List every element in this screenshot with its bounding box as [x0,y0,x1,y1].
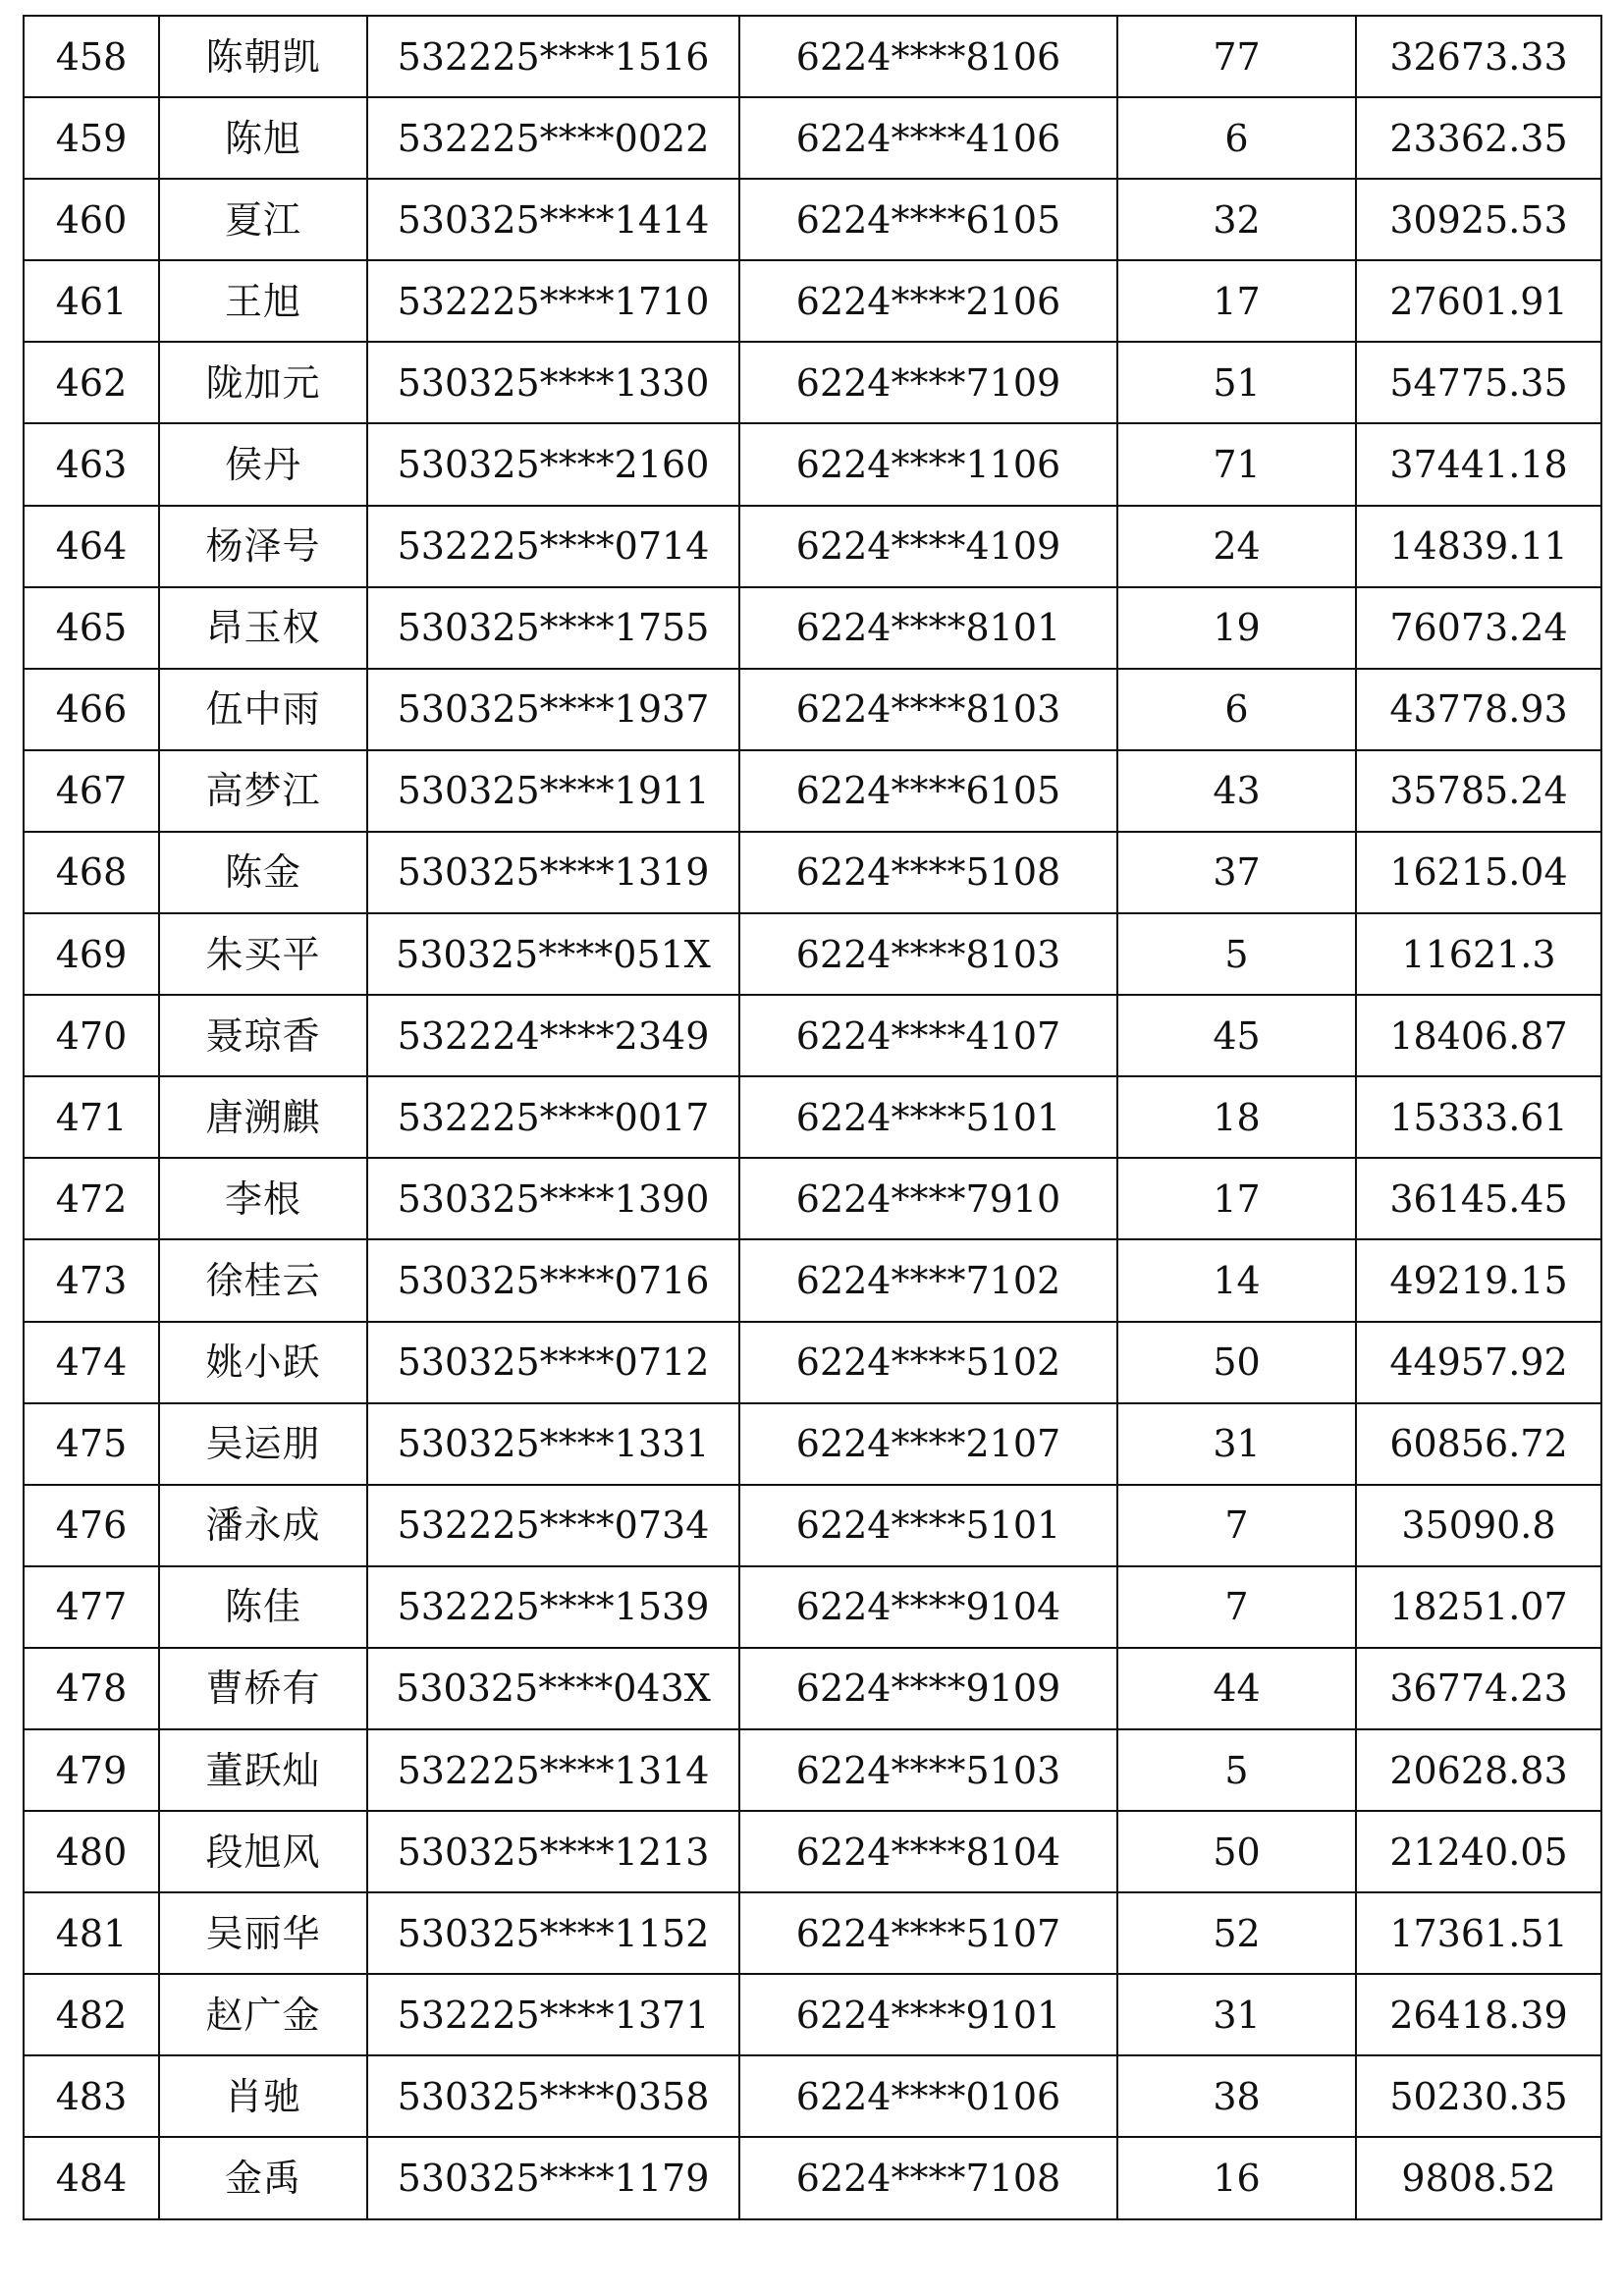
amount-cell: 9808.52 [1356,2137,1601,2218]
row-number-cell: 479 [24,1729,159,1811]
table-row [24,179,1601,260]
count-cell: 77 [1117,16,1356,97]
amount-cell: 26418.39 [1356,1974,1601,2055]
id-number-cell: 530325****1755 [367,587,739,669]
table-row [24,1076,1601,1158]
table-row [24,750,1601,832]
name-cell: 高梦江 [159,750,367,832]
account-number-cell: 6224****9109 [739,1648,1117,1729]
amount-cell: 37441.18 [1356,423,1601,505]
amount-cell: 18406.87 [1356,995,1601,1076]
account-number-cell: 6224****5102 [739,1322,1117,1403]
table-row [24,2055,1601,2137]
table-row [24,342,1601,423]
table-body [24,16,1601,2219]
id-number-cell: 530325****2160 [367,423,739,505]
id-number-cell: 530325****1330 [367,342,739,423]
account-number-cell: 6224****8104 [739,1811,1117,1892]
name-cell: 赵广金 [159,1974,367,2055]
count-cell: 50 [1117,1322,1356,1403]
id-number-cell: 530325****1390 [367,1158,739,1239]
id-number-cell: 532225****1516 [367,16,739,97]
id-number-cell: 530325****1152 [367,1892,739,1974]
id-number-cell: 532225****0017 [367,1076,739,1158]
account-number-cell: 6224****8103 [739,669,1117,750]
table-row [24,1485,1601,1566]
table-row [24,1239,1601,1321]
account-number-cell: 6224****7108 [739,2137,1117,2218]
name-cell: 董跃灿 [159,1729,367,1811]
account-number-cell: 6224****1106 [739,423,1117,505]
name-cell: 昂玉权 [159,587,367,669]
account-number-cell: 6224****7910 [739,1158,1117,1239]
amount-cell: 49219.15 [1356,1239,1601,1321]
account-number-cell: 6224****5101 [739,1485,1117,1566]
name-cell: 侯丹 [159,423,367,505]
row-number-cell: 474 [24,1322,159,1403]
name-cell: 聂琼香 [159,995,367,1076]
account-number-cell: 6224****6105 [739,750,1117,832]
account-number-cell: 6224****5103 [739,1729,1117,1811]
amount-cell: 76073.24 [1356,587,1601,669]
row-number-cell: 472 [24,1158,159,1239]
name-cell: 姚小跃 [159,1322,367,1403]
row-number-cell: 481 [24,1892,159,1974]
name-cell: 吴丽华 [159,1892,367,1974]
name-cell: 伍中雨 [159,669,367,750]
id-number-cell: 530325****051X [367,913,739,995]
row-number-cell: 467 [24,750,159,832]
count-cell: 17 [1117,260,1356,342]
id-number-cell: 530325****1414 [367,179,739,260]
row-number-cell: 462 [24,342,159,423]
account-number-cell: 6224****2107 [739,1403,1117,1485]
table-row [24,1729,1601,1811]
amount-cell: 43778.93 [1356,669,1601,750]
name-cell: 陈金 [159,832,367,913]
amount-cell: 20628.83 [1356,1729,1601,1811]
name-cell: 朱买平 [159,913,367,995]
account-number-cell: 6224****8101 [739,587,1117,669]
data-table [23,15,1602,2220]
amount-cell: 18251.07 [1356,1566,1601,1648]
count-cell: 31 [1117,1403,1356,1485]
table-row [24,1403,1601,1485]
id-number-cell: 532225****1710 [367,260,739,342]
table-row [24,506,1601,587]
table-row [24,423,1601,505]
count-cell: 71 [1117,423,1356,505]
table-row [24,1566,1601,1648]
count-cell: 38 [1117,2055,1356,2137]
row-number-cell: 475 [24,1403,159,1485]
amount-cell: 17361.51 [1356,1892,1601,1974]
count-cell: 16 [1117,2137,1356,2218]
row-number-cell: 470 [24,995,159,1076]
name-cell: 段旭风 [159,1811,367,1892]
count-cell: 44 [1117,1648,1356,1729]
account-number-cell: 6224****8106 [739,16,1117,97]
amount-cell: 27601.91 [1356,260,1601,342]
count-cell: 7 [1117,1566,1356,1648]
name-cell: 陈佳 [159,1566,367,1648]
count-cell: 32 [1117,179,1356,260]
id-number-cell: 530325****1911 [367,750,739,832]
count-cell: 24 [1117,506,1356,587]
row-number-cell: 469 [24,913,159,995]
id-number-cell: 530325****1179 [367,2137,739,2218]
row-number-cell: 476 [24,1485,159,1566]
table-row [24,913,1601,995]
amount-cell: 36145.45 [1356,1158,1601,1239]
row-number-cell: 461 [24,260,159,342]
count-cell: 50 [1117,1811,1356,1892]
amount-cell: 35090.8 [1356,1485,1601,1566]
id-number-cell: 530325****043X [367,1648,739,1729]
amount-cell: 16215.04 [1356,832,1601,913]
name-cell: 李根 [159,1158,367,1239]
row-number-cell: 458 [24,16,159,97]
table-row [24,260,1601,342]
amount-cell: 23362.35 [1356,97,1601,179]
row-number-cell: 466 [24,669,159,750]
count-cell: 7 [1117,1485,1356,1566]
row-number-cell: 480 [24,1811,159,1892]
account-number-cell: 6224****5101 [739,1076,1117,1158]
id-number-cell: 532225****1314 [367,1729,739,1811]
table-row [24,97,1601,179]
count-cell: 43 [1117,750,1356,832]
row-number-cell: 465 [24,587,159,669]
table-row [24,1322,1601,1403]
row-number-cell: 482 [24,1974,159,2055]
table-row [24,1974,1601,2055]
table-row [24,1158,1601,1239]
table-row [24,1811,1601,1892]
count-cell: 14 [1117,1239,1356,1321]
count-cell: 52 [1117,1892,1356,1974]
table-row [24,1892,1601,1974]
amount-cell: 15333.61 [1356,1076,1601,1158]
row-number-cell: 460 [24,179,159,260]
table-row [24,2137,1601,2218]
name-cell: 唐溯麒 [159,1076,367,1158]
amount-cell: 54775.35 [1356,342,1601,423]
name-cell: 夏江 [159,179,367,260]
account-number-cell: 6224****4109 [739,506,1117,587]
count-cell: 37 [1117,832,1356,913]
name-cell: 曹桥有 [159,1648,367,1729]
account-number-cell: 6224****7109 [739,342,1117,423]
account-number-cell: 6224****4106 [739,97,1117,179]
count-cell: 18 [1117,1076,1356,1158]
account-number-cell: 6224****0106 [739,2055,1117,2137]
row-number-cell: 477 [24,1566,159,1648]
account-number-cell: 6224****6105 [739,179,1117,260]
name-cell: 吴运朋 [159,1403,367,1485]
name-cell: 杨泽号 [159,506,367,587]
table-row [24,1648,1601,1729]
table-row [24,587,1601,669]
id-number-cell: 532225****0022 [367,97,739,179]
row-number-cell: 484 [24,2137,159,2218]
id-number-cell: 530325****1937 [367,669,739,750]
id-number-cell: 530325****1213 [367,1811,739,1892]
name-cell: 陈朝凯 [159,16,367,97]
id-number-cell: 530325****0716 [367,1239,739,1321]
amount-cell: 30925.53 [1356,179,1601,260]
name-cell: 陈旭 [159,97,367,179]
row-number-cell: 463 [24,423,159,505]
amount-cell: 21240.05 [1356,1811,1601,1892]
amount-cell: 14839.11 [1356,506,1601,587]
id-number-cell: 530325****0358 [367,2055,739,2137]
id-number-cell: 532225****1371 [367,1974,739,2055]
count-cell: 5 [1117,913,1356,995]
amount-cell: 36774.23 [1356,1648,1601,1729]
account-number-cell: 6224****4107 [739,995,1117,1076]
amount-cell: 60856.72 [1356,1403,1601,1485]
name-cell: 徐桂云 [159,1239,367,1321]
id-number-cell: 532225****0714 [367,506,739,587]
table-row [24,669,1601,750]
id-number-cell: 532225****1539 [367,1566,739,1648]
row-number-cell: 459 [24,97,159,179]
id-number-cell: 530325****0712 [367,1322,739,1403]
id-number-cell: 532225****0734 [367,1485,739,1566]
count-cell: 45 [1117,995,1356,1076]
id-number-cell: 532224****2349 [367,995,739,1076]
amount-cell: 32673.33 [1356,16,1601,97]
count-cell: 17 [1117,1158,1356,1239]
account-number-cell: 6224****8103 [739,913,1117,995]
id-number-cell: 530325****1319 [367,832,739,913]
amount-cell: 44957.92 [1356,1322,1601,1403]
amount-cell: 50230.35 [1356,2055,1601,2137]
count-cell: 51 [1117,342,1356,423]
table-row [24,832,1601,913]
row-number-cell: 468 [24,832,159,913]
account-number-cell: 6224****2106 [739,260,1117,342]
account-number-cell: 6224****9101 [739,1974,1117,2055]
row-number-cell: 471 [24,1076,159,1158]
account-number-cell: 6224****9104 [739,1566,1117,1648]
name-cell: 肖驰 [159,2055,367,2137]
name-cell: 陇加元 [159,342,367,423]
account-number-cell: 6224****7102 [739,1239,1117,1321]
row-number-cell: 473 [24,1239,159,1321]
count-cell: 5 [1117,1729,1356,1811]
count-cell: 6 [1117,669,1356,750]
count-cell: 19 [1117,587,1356,669]
row-number-cell: 478 [24,1648,159,1729]
table-row [24,995,1601,1076]
amount-cell: 11621.3 [1356,913,1601,995]
table-row [24,16,1601,97]
account-number-cell: 6224****5108 [739,832,1117,913]
name-cell: 潘永成 [159,1485,367,1566]
count-cell: 31 [1117,1974,1356,2055]
name-cell: 王旭 [159,260,367,342]
name-cell: 金禹 [159,2137,367,2218]
row-number-cell: 483 [24,2055,159,2137]
id-number-cell: 530325****1331 [367,1403,739,1485]
account-number-cell: 6224****5107 [739,1892,1117,1974]
row-number-cell: 464 [24,506,159,587]
count-cell: 6 [1117,97,1356,179]
amount-cell: 35785.24 [1356,750,1601,832]
